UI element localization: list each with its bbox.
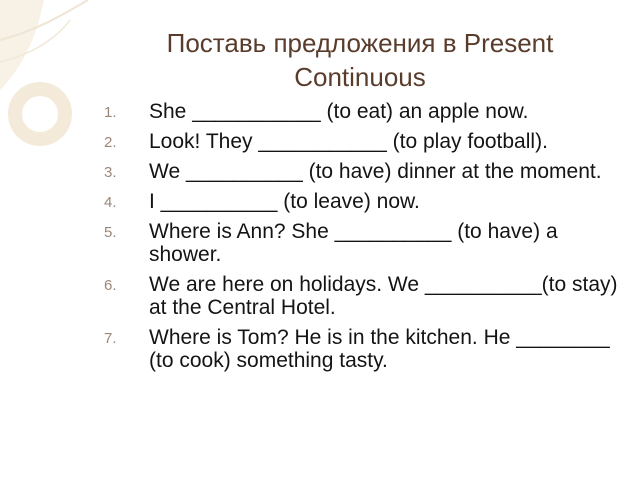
exercise-item-2 xyxy=(104,130,624,153)
decorative-ring xyxy=(15,89,65,139)
exercise-item-3 xyxy=(104,160,624,183)
exercise-item-4 xyxy=(104,190,624,213)
item-number: 7. xyxy=(104,330,117,347)
exercise-text: Look! They ___________ (to play football). xyxy=(149,130,548,153)
exercise-text: I __________ (to leave) now. xyxy=(149,190,420,213)
exercise-item-6 xyxy=(104,273,624,319)
exercise-text: We __________ (to have) dinner at the moment. xyxy=(149,160,602,183)
decorative-curve xyxy=(0,0,88,40)
item-number: 4. xyxy=(104,194,117,211)
item-number: 5. xyxy=(104,224,117,241)
item-number: 1. xyxy=(104,104,117,121)
exercise-item-1 xyxy=(104,100,624,123)
exercise-item-7 xyxy=(104,326,624,372)
decorative-curve xyxy=(0,20,70,62)
item-number: 2. xyxy=(104,134,117,151)
slide-title: Поставь предложения в Present Continuous xyxy=(166,28,554,92)
item-number: 3. xyxy=(104,164,117,181)
decorative-band xyxy=(0,0,44,90)
exercise-list xyxy=(104,100,624,379)
exercise-text: She ___________ (to eat) an apple now. xyxy=(149,100,529,123)
exercise-text: Where is Tom? He is in the kitchen. He ________ (to cook) something tasty. xyxy=(149,326,610,372)
exercise-text: We are here on holidays. We __________(to stay) at the Central Hotel. xyxy=(149,273,618,319)
item-number: 6. xyxy=(104,277,117,294)
exercise-item-5 xyxy=(104,220,624,266)
exercise-text: Where is Ann? She __________ (to have) a shower. xyxy=(149,220,558,266)
